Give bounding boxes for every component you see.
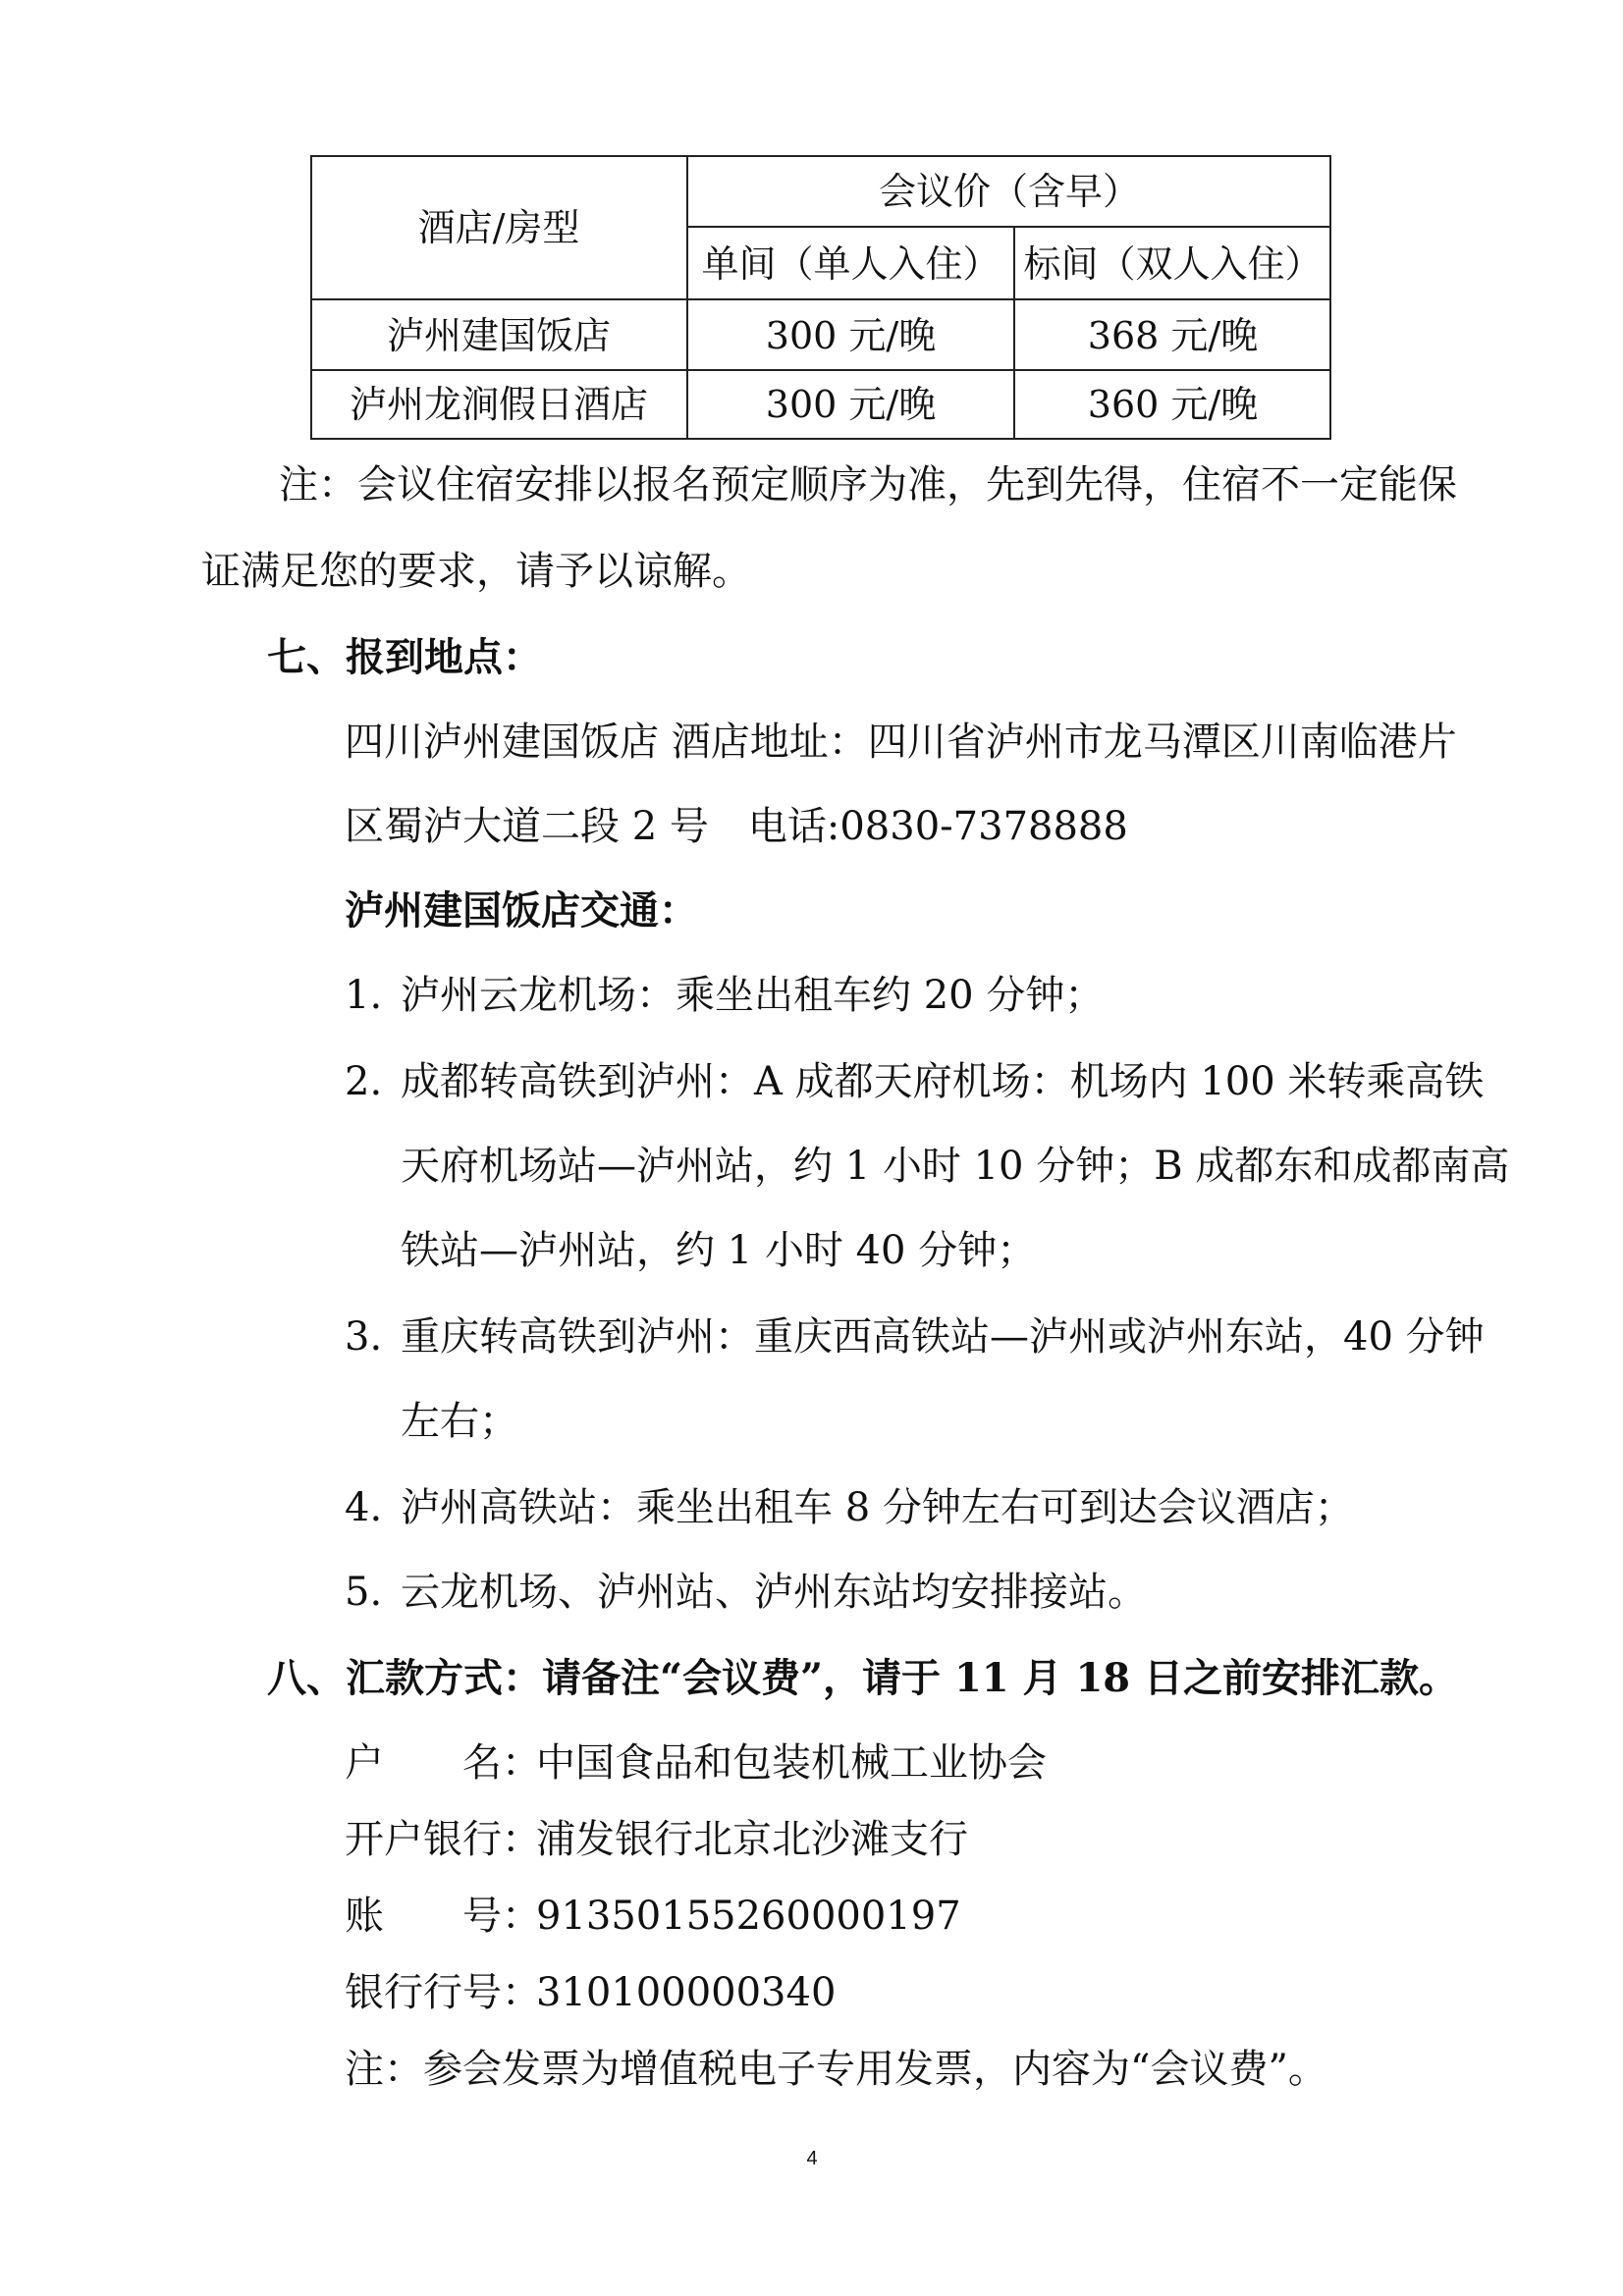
table-row-hotel: 泸州龙涧假日酒店 <box>349 383 648 426</box>
table-row-double-price: 368 元/晚 <box>1087 313 1259 357</box>
list-item: 左右； <box>401 1399 518 1444</box>
list-item-number: 4. <box>345 1485 383 1530</box>
list-item: 铁站—泸州站，约 1 小时 40 分钟； <box>401 1228 1037 1273</box>
account-number-label: 账 号： <box>345 1894 541 1939</box>
list-item-number: 5. <box>345 1570 383 1615</box>
list-item: 天府机场站—泸州站，约 1 小时 10 分钟；B 成都东和成都南高 <box>401 1144 1510 1189</box>
list-item: 成都转高铁到泸州：A 成都天府机场：机场内 100 米转乘高铁 <box>401 1059 1485 1104</box>
table-row-single-price: 300 元/晚 <box>765 313 937 357</box>
transport-heading: 泸州建国饭店交通： <box>345 887 698 934</box>
table-row-double-price: 360 元/晚 <box>1087 383 1259 426</box>
bank-code-label: 银行行号： <box>345 1970 541 2015</box>
table-row-single-price: 300 元/晚 <box>765 383 937 426</box>
account-name-value: 中国食品和包装机械工业协会 <box>536 1740 1047 1786</box>
bank-value: 浦发银行北京北沙滩支行 <box>536 1817 968 1862</box>
table-header-single: 单间（单人入住） <box>701 242 1001 286</box>
list-item: 泸州云龙机场：乘坐出租车约 20 分钟； <box>401 973 1105 1018</box>
page-number: 4 <box>806 2148 818 2169</box>
bank-label: 开户银行： <box>345 1817 541 1862</box>
list-item: 重庆转高铁到泸州：重庆西高铁站—泸州或泸州东站，40 分钟 <box>401 1314 1485 1360</box>
list-item: 泸州高铁站：乘坐出租车 8 分钟左右可到达会议酒店； <box>401 1485 1354 1530</box>
bank-code-value: 310100000340 <box>536 1970 837 2015</box>
list-item-number: 1. <box>345 973 383 1018</box>
table-row-hotel: 泸州建国饭店 <box>386 313 611 357</box>
account-name-label: 户 名： <box>345 1740 541 1786</box>
list-item: 云龙机场、泸州站、泸州东站均安排接站。 <box>401 1570 1147 1615</box>
table-header-meeting-price: 会议价（含早） <box>878 170 1140 213</box>
section-7-heading: 七、报到地点： <box>267 634 542 680</box>
list-item-number: 3. <box>345 1314 383 1360</box>
table-header-room-type: 酒店/房型 <box>417 206 580 249</box>
accommodation-note-line-2: 证满足您的要求，请予以谅解。 <box>201 549 751 594</box>
invoice-note: 注：参会发票为增值税电子专用发票，内容为“会议费”。 <box>345 2047 1327 2092</box>
table-header-double: 标间（双人入住） <box>1023 242 1323 286</box>
venue-address-line-2: 区蜀泸大道二段 2 号 电话:0830-7378888 <box>345 804 1128 849</box>
accommodation-note-line-1: 注：会议住宿安排以报名预定顺序为准，先到先得，住宿不一定能保 <box>279 462 1457 507</box>
hotel-price-table <box>310 155 1331 440</box>
section-8-heading: 八、汇款方式：请备注“会议费”，请于 11 月 18 日之前安排汇款。 <box>267 1655 1459 1701</box>
account-number-value: 91350155260000197 <box>536 1894 961 1939</box>
list-item-number: 2. <box>345 1059 383 1104</box>
venue-address-line-1: 四川泸州建国饭店 酒店地址：四川省泸州市龙马潭区川南临港片 <box>345 720 1457 765</box>
